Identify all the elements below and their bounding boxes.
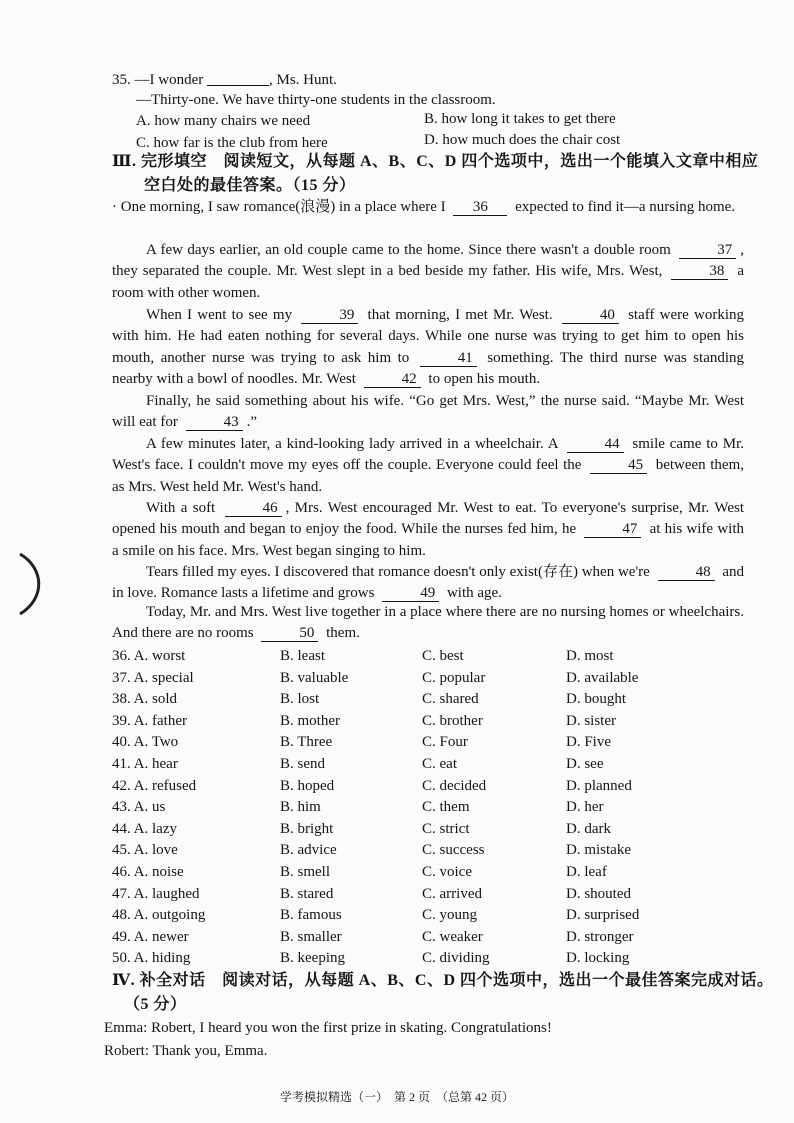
passage-text: something. The third nurse was standing nearby with a bowl of noodles. Mr. West [112, 349, 745, 387]
option-49-d: D. stronger [566, 928, 634, 945]
option-row-39 [112, 711, 752, 733]
option-46-b: B. smell [280, 863, 331, 880]
option-42-b: B. hoped [280, 777, 335, 794]
section4-title-line2: （5 分） [124, 996, 187, 1013]
passage-text: at his wife with a smile on his face. Mrs. West began singing to him. [112, 521, 745, 559]
page-footer: 学考模拟精选（一） 第 2 页 （总第 42 页） [279, 1090, 514, 1104]
option-41-c: C. eat [422, 755, 457, 772]
option-43-a: 43. A. us [112, 799, 166, 816]
option-46-d: D. leaf [566, 863, 607, 880]
option-row-36 [112, 646, 752, 668]
option-38-b: B. lost [280, 691, 320, 708]
q35-stem [112, 70, 337, 90]
q35-stem-text: 35. —I wonder [112, 72, 204, 88]
passage-text: a room with other women. [112, 263, 745, 301]
passage-text: When I went to see my [146, 307, 293, 323]
option-50-b: B. keeping [280, 950, 345, 967]
option-45-a: 45. A. love [112, 842, 178, 859]
option-37-a: 37. A. special [112, 669, 194, 686]
blank-48: 48 [658, 564, 715, 581]
passage-text: With a soft [146, 500, 216, 516]
dialog-line-emma: Emma: Robert, I heard you won the first prize in skating. Congratulations! [104, 1020, 552, 1036]
blank-37: 37 [679, 242, 736, 259]
option-43-d: D. her [566, 799, 604, 816]
passage-paragraph-2 [112, 240, 744, 304]
passage-paragraph-4 [112, 391, 744, 434]
passage-text: A few days earlier, an old couple came to the home. Since there wasn't a double room [146, 242, 671, 258]
option-row-40 [112, 732, 752, 754]
blank-46: 46 [225, 500, 282, 517]
option-row-48 [112, 905, 752, 927]
passage-text: to open his mouth. [428, 370, 541, 387]
option-row-46 [112, 862, 752, 884]
passage-paragraph-5 [112, 434, 744, 498]
option-50-d: D. locking [566, 950, 630, 967]
option-40-d: D. Five [566, 734, 611, 751]
option-row-41 [112, 754, 752, 776]
option-37-d: D. available [566, 669, 639, 686]
option-39-b: B. mother [280, 712, 340, 729]
option-row-47 [112, 884, 752, 906]
option-48-c: C. young [422, 907, 478, 924]
option-46-a: 46. A. noise [112, 863, 184, 880]
option-row-44 [112, 819, 752, 841]
option-45-d: D. mistake [566, 842, 631, 859]
option-38-d: D. bought [566, 691, 626, 708]
option-41-b: B. send [280, 755, 325, 772]
passage-paragraph-1 [112, 197, 744, 218]
option-row-45 [112, 840, 752, 862]
option-41-d: D. see [566, 755, 604, 772]
passage-paragraph-6 [112, 498, 744, 562]
option-44-b: B. bright [280, 820, 334, 837]
blank-40: 40 [562, 307, 619, 324]
option-39-a: 39. A. father [112, 712, 187, 729]
option-44-a: 44. A. lazy [112, 820, 177, 837]
option-40-c: C. Four [422, 734, 468, 751]
blank-39: 39 [301, 307, 358, 324]
option-36-a: 36. A. worst [112, 648, 186, 664]
option-38-a: 38. A. sold [112, 691, 178, 708]
passage-text: Today, Mr. and Mrs. West live together in a place where there are no nursing homes or wheelchairs. And there are no rooms [112, 604, 744, 642]
section3-title-line1: Ⅲ. 完形填空 阅读短文，从每题 A、B、C、D 四个选项中，选出一个能填入文章中相应 [112, 153, 759, 170]
passage-text: that morning, I met Mr. West. [367, 307, 553, 323]
q35-option-c: C. how far is the club from here [136, 135, 328, 151]
passage-text: and in love. Romance lasts a lifetime and grows [112, 564, 745, 602]
option-47-b: B. stared [280, 885, 334, 902]
option-49-c: C. weaker [422, 928, 483, 945]
blank-42: 42 [364, 371, 421, 388]
q35-blank [207, 71, 269, 86]
passage-paragraph-7 [112, 562, 744, 605]
blank-38: 38 [671, 263, 728, 280]
section4-title-line1: Ⅳ. 补全对话 阅读对话，从每题 A、B、C、D 四个选项中，选出一个最佳答案完成对话。 [112, 972, 774, 989]
option-49-a: 49. A. newer [112, 928, 189, 945]
option-48-b: B. famous [280, 907, 342, 924]
option-40-b: B. Three [280, 734, 333, 751]
passage-text: Finally, he said something about his wife. “Go get Mrs. West,” the nurse said. “Maybe Mr. West will eat for [112, 393, 744, 431]
blank-47: 47 [584, 521, 641, 538]
option-44-d: D. dark [566, 820, 611, 837]
option-row-49 [112, 927, 752, 949]
option-47-d: D. shouted [566, 885, 631, 902]
option-37-c: C. popular [422, 669, 486, 686]
blank-41: 41 [420, 350, 477, 367]
option-36-b: B. least [280, 648, 325, 664]
blank-44: 44 [567, 436, 624, 453]
passage-text: .” [246, 414, 257, 431]
option-39-c: C. brother [422, 712, 483, 729]
dialog-line-robert: Robert: Thank you, Emma. [104, 1043, 268, 1059]
option-38-c: C. shared [422, 691, 479, 708]
blank-43: 43 [186, 414, 243, 431]
option-40-a: 40. A. Two [112, 734, 179, 751]
passage-paragraph-8 [112, 602, 744, 645]
passage-text: , Mrs. West encouraged Mr. West to eat. To everyone's surprise, Mr. West opened his mouth and began to enjoy the food. While the nurses fed him, he [112, 500, 744, 538]
answer-options-table [112, 646, 752, 970]
option-45-c: C. success [422, 842, 485, 859]
section3-title-line2: 空白处的最佳答案。（15 分） [144, 177, 356, 194]
passage-paragraph-3 [112, 305, 744, 390]
passage-text: · One morning, I saw romance(浪漫) in a place where I [112, 199, 446, 215]
passage-text: smile came to Mr. West's face. I couldn't move my eyes off the couple. Everyone could feel the [112, 436, 744, 474]
option-49-b: B. smaller [280, 928, 342, 945]
passage-text: between them, as Mrs. West held Mr. West's hand. [112, 457, 745, 495]
blank-36: 36 [453, 199, 507, 216]
option-48-d: D. surprised [566, 907, 640, 924]
option-41-a: 41. A. hear [112, 755, 178, 772]
option-39-d: D. sister [566, 712, 616, 729]
option-36-d: D. most [566, 648, 614, 664]
blank-45: 45 [590, 457, 647, 474]
option-row-37 [112, 668, 752, 690]
option-50-c: C. dividing [422, 950, 490, 967]
option-42-a: 42. A. refused [112, 777, 197, 794]
q35-option-d: D. how much does the chair cost [424, 132, 621, 148]
binding-mark-icon [14, 550, 50, 620]
q35-option-a: A. how many chairs we need [136, 113, 311, 129]
q35-option-b: B. how long it takes to get there [424, 111, 616, 127]
option-36-c: C. best [422, 648, 464, 664]
option-44-c: C. strict [422, 820, 470, 837]
option-row-38 [112, 689, 752, 711]
option-42-c: C. decided [422, 777, 487, 794]
passage-text: A few minutes later, a kind-looking lady arrived in a wheelchair. A [146, 436, 558, 452]
option-43-c: C. them [422, 799, 470, 816]
blank-50: 50 [261, 625, 318, 642]
option-48-a: 48. A. outgoing [112, 907, 206, 924]
option-43-b: B. him [280, 799, 321, 816]
q35-reply: —Thirty-one. We have thirty-one students in the classroom. [136, 92, 496, 108]
passage-text: staff were working with him. He had eaten nothing for several days. While one nurse was trying to get him to open his mouth, another nurse was trying to ask him to [112, 307, 745, 366]
blank-49: 49 [382, 585, 439, 602]
option-row-43 [112, 797, 752, 819]
option-50-a: 50. A. hiding [112, 950, 191, 967]
passage-text: with age. [446, 585, 502, 602]
option-37-b: B. valuable [280, 669, 349, 686]
q35-stem-end: , Ms. Hunt. [268, 72, 337, 88]
option-row-42 [112, 776, 752, 798]
passage-text: , they separated the couple. Mr. West slept in a bed beside my father. His wife, Mrs. West, [112, 242, 744, 280]
option-42-d: D. planned [566, 777, 632, 794]
passage-text: Tears filled my eyes. I discovered that romance doesn't only exist(存在) when we're [146, 564, 650, 580]
option-47-c: C. arrived [422, 885, 482, 902]
option-47-a: 47. A. laughed [112, 885, 200, 902]
option-45-b: B. advice [280, 842, 337, 859]
option-row-50 [112, 948, 752, 970]
option-46-c: C. voice [422, 863, 472, 880]
passage-text: them. [326, 625, 360, 642]
passage-text: expected to find it—a nursing home. [515, 199, 736, 215]
